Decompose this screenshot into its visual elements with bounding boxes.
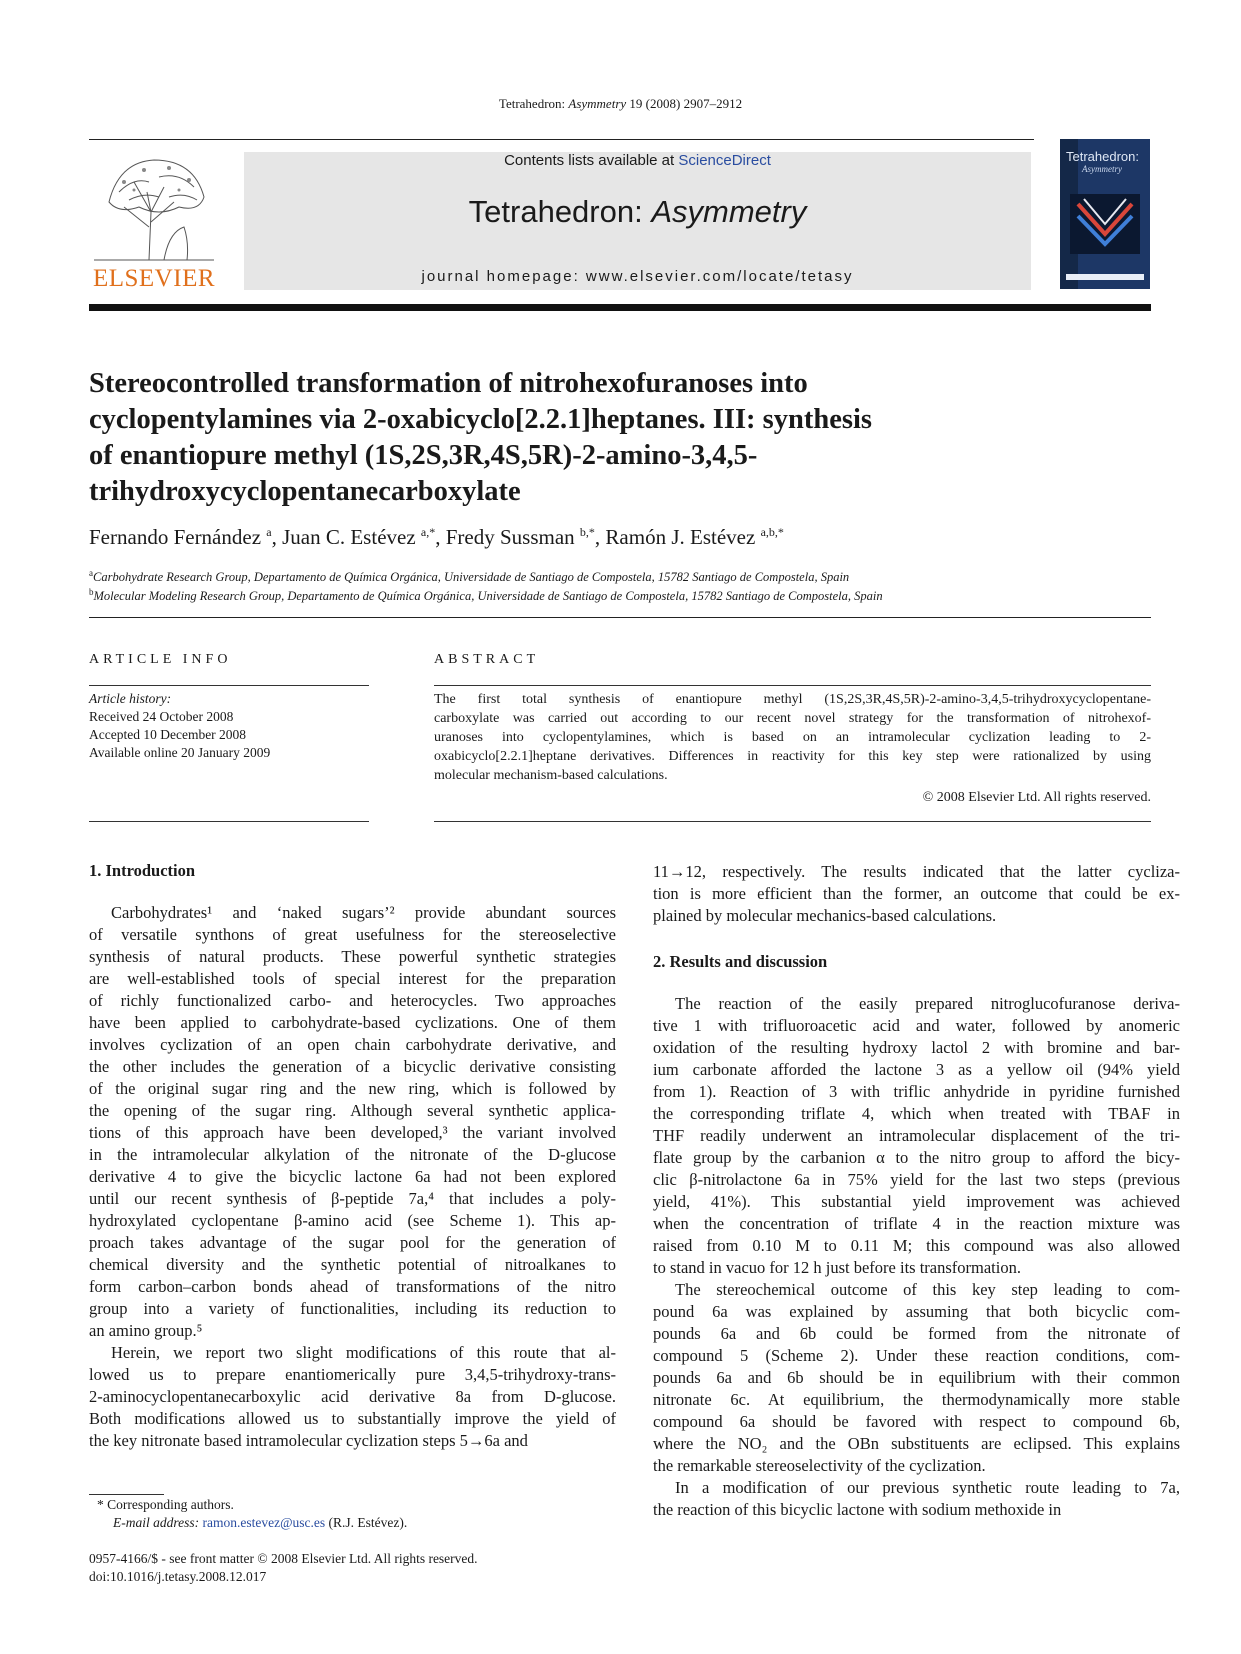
doi-line[interactable]: doi:10.1016/j.tetasy.2008.12.017	[89, 1569, 267, 1584]
text-line: group into a variety of functionalities, including its reduction to	[89, 1299, 616, 1318]
cover-title: Tetrahedron:	[1066, 149, 1139, 164]
title-line: of enantiopure methyl (1S,2S,3R,4S,5R)-2-amino-3,4,5-	[89, 440, 758, 471]
text-line: pounds 6a and 6b could be formed from the nitronate of	[653, 1324, 1180, 1343]
text-line: oxidation of the resulting hydroxy lactol 2 with bromine and bar-	[653, 1038, 1180, 1057]
left-column-text	[89, 902, 616, 1452]
text-line: the opening of the sugar ring. Although several synthetic applica-	[89, 1101, 616, 1120]
abstract-line: uranoses into cyclopentylamines, which is based on an intramolecular cyclization leading to 2-	[434, 730, 1151, 745]
history-entry: Accepted 10 December 2008	[89, 727, 247, 742]
cover-footer-band	[1066, 274, 1144, 280]
history-heading: Article history:	[89, 691, 172, 706]
article-title	[89, 366, 1129, 510]
journal-name: Tetrahedron: Asymmetry	[468, 194, 807, 229]
text-line: 11→12, respectively. The results indicated that the latter cycliza-	[653, 862, 1180, 881]
text-line: of versatile synthons of great usefulness for the stereoselective	[89, 925, 616, 944]
text-line: raised from 0.10 M to 0.11 M; this compound was also allowed	[653, 1236, 1180, 1255]
text-line: tions of this approach have been developed,³ the variant involved	[89, 1123, 616, 1142]
history-entry: Available online 20 January 2009	[89, 745, 271, 760]
author-name: Fernando Fernández	[89, 525, 262, 549]
text-line: lowed us to prepare enantiomerically pure 3,4,5-trihydroxy-trans-	[89, 1365, 616, 1384]
text-line: pounds 6a and 6b should be in equilibrium with their common	[653, 1368, 1180, 1387]
text-line: to stand in vacuo for 12 h just before its transformation.	[653, 1258, 1021, 1277]
text-line: hydroxylated cyclopentane β-amino acid (see Scheme 1). This ap-	[89, 1211, 616, 1230]
abstract-rule-top	[434, 685, 1151, 686]
corresponding-authors-note: * Corresponding authors.	[97, 1497, 234, 1512]
text-line: the remarkable stereoselectivity of the cyclization.	[653, 1456, 986, 1475]
sciencedirect-link[interactable]: ScienceDirect	[678, 152, 771, 169]
text-line: when the concentration of triflate 4 in the reaction mixture was	[653, 1214, 1180, 1233]
text-line: proach takes advantage of the sugar pool for the generation of	[89, 1233, 616, 1252]
abstract-line: oxabicyclo[2.2.1]heptane derivatives. Differences in reactivity for this key step were rationalized by using	[434, 749, 1151, 764]
text-line: of the original sugar ring and the new ring, which is followed by	[89, 1079, 616, 1098]
affiliation-a: $^a$Carbohydrate Research Group, Departamento de Química Orgánica, Universidade de Santiago de Compostela, 15782 Santiago de Compostela, Spain	[89, 568, 850, 585]
journal-banner	[244, 152, 1031, 290]
text-line: Both modifications allowed us to substantially improve the yield of	[89, 1409, 616, 1428]
right-column-top-text	[653, 861, 1180, 927]
text-line: tion is more efficient than the former, an outcome that could be ex-	[653, 884, 1180, 903]
article-history	[89, 690, 270, 762]
text-line: derivative 4 to give the bicyclic lactone 6a had not been explored	[89, 1167, 616, 1186]
text-line: compound 6a should be favored with respect to compound 6b,	[653, 1412, 1180, 1431]
text-line: clic β-nitrolactone 6a in 75% yield for the last two steps (previous	[653, 1170, 1180, 1189]
text-line: The stereochemical outcome of this key step leading to com-	[675, 1280, 1180, 1299]
affiliation-b: $^b$Molecular Modeling Research Group, Departamento de Química Orgánica, Universidade de Santiago de Compostela, 15782 Santiago de Compostela, Spain	[89, 587, 883, 604]
abstract-line: The first total synthesis of enantiopure methyl (1S,2S,3R,4S,5R)-2-amino-3,4,5-trihydroxycyclopentane-	[434, 692, 1151, 707]
title-line: cyclopentylamines via 2-oxabicyclo[2.2.1]heptanes. III: synthesis	[89, 404, 872, 435]
text-line: The reaction of the easily prepared nitroglucofuranose deriva-	[675, 994, 1180, 1013]
journal-cover-thumbnail	[1060, 139, 1150, 289]
info-rule-top	[89, 685, 369, 686]
abstract-line: molecular mechanism-based calculations.	[434, 768, 668, 783]
author-name: Juan C. Estévez	[282, 525, 416, 549]
text-line: are well-established tools of special interest for the preparation	[89, 969, 616, 988]
abstract-rule-bottom	[434, 821, 1151, 822]
author-affiliation-mark: a,*	[420, 525, 436, 539]
cover-molecule-art-icon	[1070, 194, 1140, 254]
text-line: flate group by the carbanion α to the nitro group to afford the bicy-	[653, 1148, 1180, 1167]
author-name: Ramón J. Estévez	[605, 525, 756, 549]
text-line: tive 1 with trifluoroacetic acid and water, followed by anomeric	[653, 1016, 1180, 1035]
text-line: the key nitronate based intramolecular cyclization steps 5→6a and	[89, 1431, 528, 1450]
text-line: In a modification of our previous synthetic route leading to 7a,	[675, 1478, 1180, 1497]
history-entry: Received 24 October 2008	[89, 709, 234, 724]
footnote-rule	[89, 1494, 164, 1495]
author-affiliation-mark: b,*	[579, 525, 595, 539]
text-line: plained by molecular mechanics-based calculations.	[653, 906, 997, 925]
publisher-logo-text: ELSEVIER	[92, 265, 216, 292]
text-line: ium carbonate afforded the lactone 3 as a yellow oil (94% yield	[653, 1060, 1180, 1079]
author-list: Fernando Fernández $^a$, Juan C. Estévez $^{a,*}$, Fredy Sussman $^{b,*}$, Ramón J. Estévez $^{a,b,*}$	[89, 525, 784, 549]
article-footer	[89, 1550, 478, 1586]
text-line: pound 6a was explained by assuming that both bicyclic com-	[653, 1302, 1180, 1321]
section-heading-introduction: 1. Introduction	[89, 861, 196, 880]
journal-citation: Tetrahedron: Asymmetry 19 (2008) 2907–2912	[498, 96, 743, 111]
text-line: an amino group.⁵	[89, 1321, 203, 1340]
text-line: chemical diversity and the synthetic potential of nitroalkanes to	[89, 1255, 616, 1274]
text-line: Herein, we report two slight modifications of this route that al-	[111, 1343, 616, 1362]
text-line: form carbon–carbon bonds ahead of transformations of the nitro	[89, 1277, 616, 1296]
info-rule-bottom	[89, 821, 369, 822]
text-line: involves cyclization of an open chain carbohydrate derivative, and	[89, 1035, 616, 1054]
text-line: nitronate 6c. At equilibrium, the thermodynamically more stable	[653, 1390, 1180, 1409]
email-note: E-mail address: ramon.estevez@usc.es (R.J. Estévez).	[113, 1515, 408, 1530]
abstract-text	[434, 690, 1151, 785]
author-affiliation-mark: a	[266, 525, 272, 539]
text-line: where the NO₂ and the OBn substituents are eclipsed. This explains	[653, 1434, 1180, 1453]
text-line: the reaction of this bicyclic lactone with sodium methoxide in	[653, 1500, 1062, 1519]
copyright-notice: © 2008 Elsevier Ltd. All rights reserved.	[922, 790, 1151, 805]
text-line: synthesis of natural products. These powerful synthetic strategies	[89, 947, 616, 966]
author-affiliation-mark: a,b,*	[760, 525, 784, 539]
contents-available: Contents lists available at ScienceDirect	[504, 152, 771, 169]
text-line: 2-aminocyclopentanecarboxylic acid derivative 8a from D-glucose.	[89, 1387, 616, 1406]
right-column-text	[653, 993, 1180, 1521]
abstract-heading: ABSTRACT	[434, 652, 540, 667]
section-rule	[89, 617, 1151, 618]
text-line: Carbohydrates¹ and ‘naked sugars’² provide abundant sources	[111, 903, 616, 922]
journal-homepage[interactable]: journal homepage: www.elsevier.com/locate/tetasy	[421, 268, 854, 285]
email-link[interactable]: ramon.estevez@usc.es	[202, 1515, 326, 1530]
author-name: Fredy Sussman	[445, 525, 575, 549]
corresponding-footnote	[89, 1496, 407, 1532]
title-line: Stereocontrolled transformation of nitrohexofuranoses into	[89, 368, 808, 399]
article-info-heading: ARTICLE INFO	[89, 652, 232, 667]
text-line: yield, 41%). This substantial yield improvement was achieved	[653, 1192, 1180, 1211]
text-line: compound 5 (Scheme 2). Under these reaction conditions, com-	[653, 1346, 1180, 1365]
cover-subtitle: Asymmetry	[1082, 164, 1122, 174]
text-line: THF readily underwent an intramolecular displacement of the tri-	[653, 1126, 1180, 1145]
header-rule	[89, 139, 1034, 140]
abstract-line: carboxylate was carried out according to our recent novel strategy for the transformation of nitrohexof-	[434, 711, 1151, 726]
text-line: from 1). Reaction of 3 with triflic anhydride in pyridine furnished	[653, 1082, 1180, 1101]
title-line: trihydroxycyclopentanecarboxylate	[89, 476, 521, 507]
section-heading-results: 2. Results and discussion	[653, 952, 828, 971]
text-line: until our recent synthesis of β-peptide 7a,⁴ that includes a poly-	[89, 1189, 616, 1208]
issn-line: 0957-4166/$ - see front matter © 2008 Elsevier Ltd. All rights reserved.	[89, 1551, 478, 1566]
text-line: in the intramolecular alkylation of the nitronate of the D-glucose	[89, 1145, 616, 1164]
text-line: the other includes the generation of a bicyclic derivative consisting	[89, 1057, 616, 1076]
text-line: of richly functionalized carbo- and heterocycles. Two approaches	[89, 991, 616, 1010]
text-line: the corresponding triflate 4, which when treated with TBAF in	[653, 1104, 1180, 1123]
header-thick-rule	[89, 304, 1151, 311]
text-line: have been applied to carbohydrate-based cyclizations. One of them	[89, 1013, 616, 1032]
